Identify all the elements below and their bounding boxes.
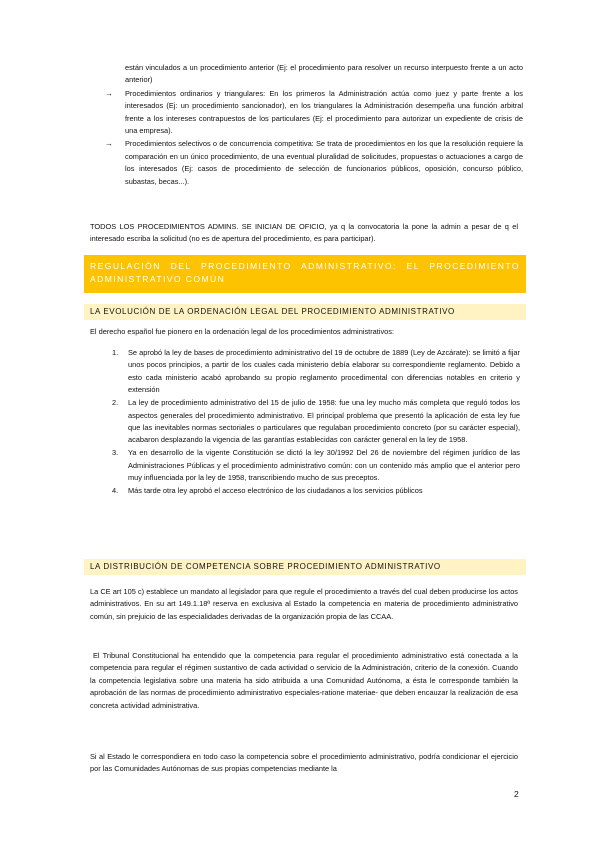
list-number: 3. [112, 448, 119, 458]
list-number: 1. [112, 348, 119, 357]
list-number: 2. [112, 398, 119, 408]
arrow-bullet-icon: → [105, 139, 113, 149]
list-item-text: Procedimientos selectivos o de concurrencia competitiva: Se trata de procedimientos en los que la resolución requiere la comparación en un único procedimiento, de una eventual pluralidad de solicitudes, propuestas o actuaciones a cargo de los interesados (Ej: casos de procedimiento de selección de funcionarios públicos, oposición, concurso público, subastas, becas...). [125, 139, 523, 186]
list-item [112, 447, 520, 484]
arrow-bullet-icon: → [105, 88, 113, 98]
list-item-text: Más tarde otra ley aprobó el acceso electrónico de los ciudadanos a los servicios públicos [128, 486, 423, 496]
list-item-text: están vinculados a un procedimiento anterior (Ej: el procedimiento para resolver un recurso interpuesto frente a un acto anterior) [125, 63, 523, 85]
list-item [105, 62, 523, 87]
paragraph-tc: El Tribunal Constitucional ha entendido que la competencia para regular el procedimiento administrativo está conectada a la competencia para regular el régimen sustantivo de cada actividad o servicio de la Administración, criterio de la conexión. Cuando la competencia legislativa sobre una materia ha sido atribuida a una Comunidad Autónoma, a ésta le corresponde también la aprobación de las normas de procedimiento administrativo especiales-ratione materiae- que deben encauzar la realización de esa concreta actividad administrativa. [90, 651, 518, 710]
page-number: 2 [514, 789, 519, 799]
section-heading-evolucion: LA EVOLUCIÓN DE LA ORDENACIÓN LEGAL DEL PROCEDIMIENTO ADMINISTRATIVO [84, 304, 526, 320]
list-item [112, 485, 520, 497]
paragraph-oficio: TODOS LOS PROCEDIMIENTOS ADMINS. SE INICIAN DE OFICIO, ya q la convocatoria la pone la admin a pesar de q el interesado escriba la solicitud (no es de apertura del procedimiento, es para participar). [90, 222, 518, 244]
paragraph-ce: La CE art 105 c) establece un mandato al legislador para que regule el procedimiento a través del cual deben producirse los actos administrativos. En su art 149.1.18ª reserva en exclusiva al Estado la competencia en materia de procedimiento administrativo común, sin prejuicio de las especialidades derivadas de la organización propia de las CCAA. [90, 587, 518, 621]
list-item [112, 347, 520, 397]
list-item-text: Ya en desarrollo de la vigente Constitución se dictó la ley 30/1992 Del 26 de noviembre del régimen jurídico de las Administraciones Públicas y el procedimiento administrativo común: con un contenido más amplio que el anterior pero muy influenciada por la ley de 1958, transcribiendo mucho de sus preceptos. [128, 448, 520, 483]
list-item [105, 138, 523, 188]
list-item [112, 397, 520, 447]
procedure-types-list [105, 62, 523, 188]
paragraph-pionero: El derecho español fue pionero en la ordenación legal de los procedimientos administrativos: [90, 327, 395, 336]
paragraph-estado: Si al Estado le correspondiera en todo caso la competencia sobre el procedimiento administrativo, podría condicionar el ejercicio por las Comunidades Autónomas de sus propias competencias mediante la [90, 752, 518, 774]
list-item [105, 88, 523, 138]
section-heading-distribucion: LA DISTRIBUCIÓN DE COMPETENCIA SOBRE PROCEDIMIENTO ADMINISTRATIVO [84, 559, 526, 575]
list-item-text: La ley de procedimiento administrativo del 15 de julio de 1958: fue una ley mucho más completa que reguló todos los aspectos generales del procedimiento administrativo. El principal problema que presentó la aplicación de esta ley fue que las inevitables normas sectoriales o particulares que regulaban procedimiento concreto (por su carácter especial), acabaron desplazando la vigencia de las garantías establecidas con carácter general en la ley de 1958. [128, 398, 520, 445]
list-item-text: Se aprobó la ley de bases de procedimiento administrativo del 19 de octubre de 1889 (Ley de Azcárate): se limitó a fijar unos pocos principios, a partir de los cuales cada ministerio debía elaborar su correspondiente reglamento. Debido a esto cada ministerio acabó aprobando su propio reglamento procedimental con diferencias notables en criterio y extensión [128, 348, 520, 395]
list-item-text: Procedimientos ordinarios y triangulares: En los primeros la Administración actúa como juez y parte frente a los interesados (Ej: un procedimiento sancionador), en los triangulares la Administración desempeña una función arbitral frente a los intereses contrapuestos de los particulares (Ej: el procedimiento para autorizar un expediente de crisis de una empresa). [125, 88, 523, 136]
list-number: 4. [112, 486, 119, 496]
section-banner: REGULACIÓN DEL PROCEDIMIENTO ADMINISTRATIVO: EL PROCEDIMIENTO ADMINISTRATIVO COMÚN [84, 255, 526, 293]
numbered-laws-list [112, 347, 520, 498]
